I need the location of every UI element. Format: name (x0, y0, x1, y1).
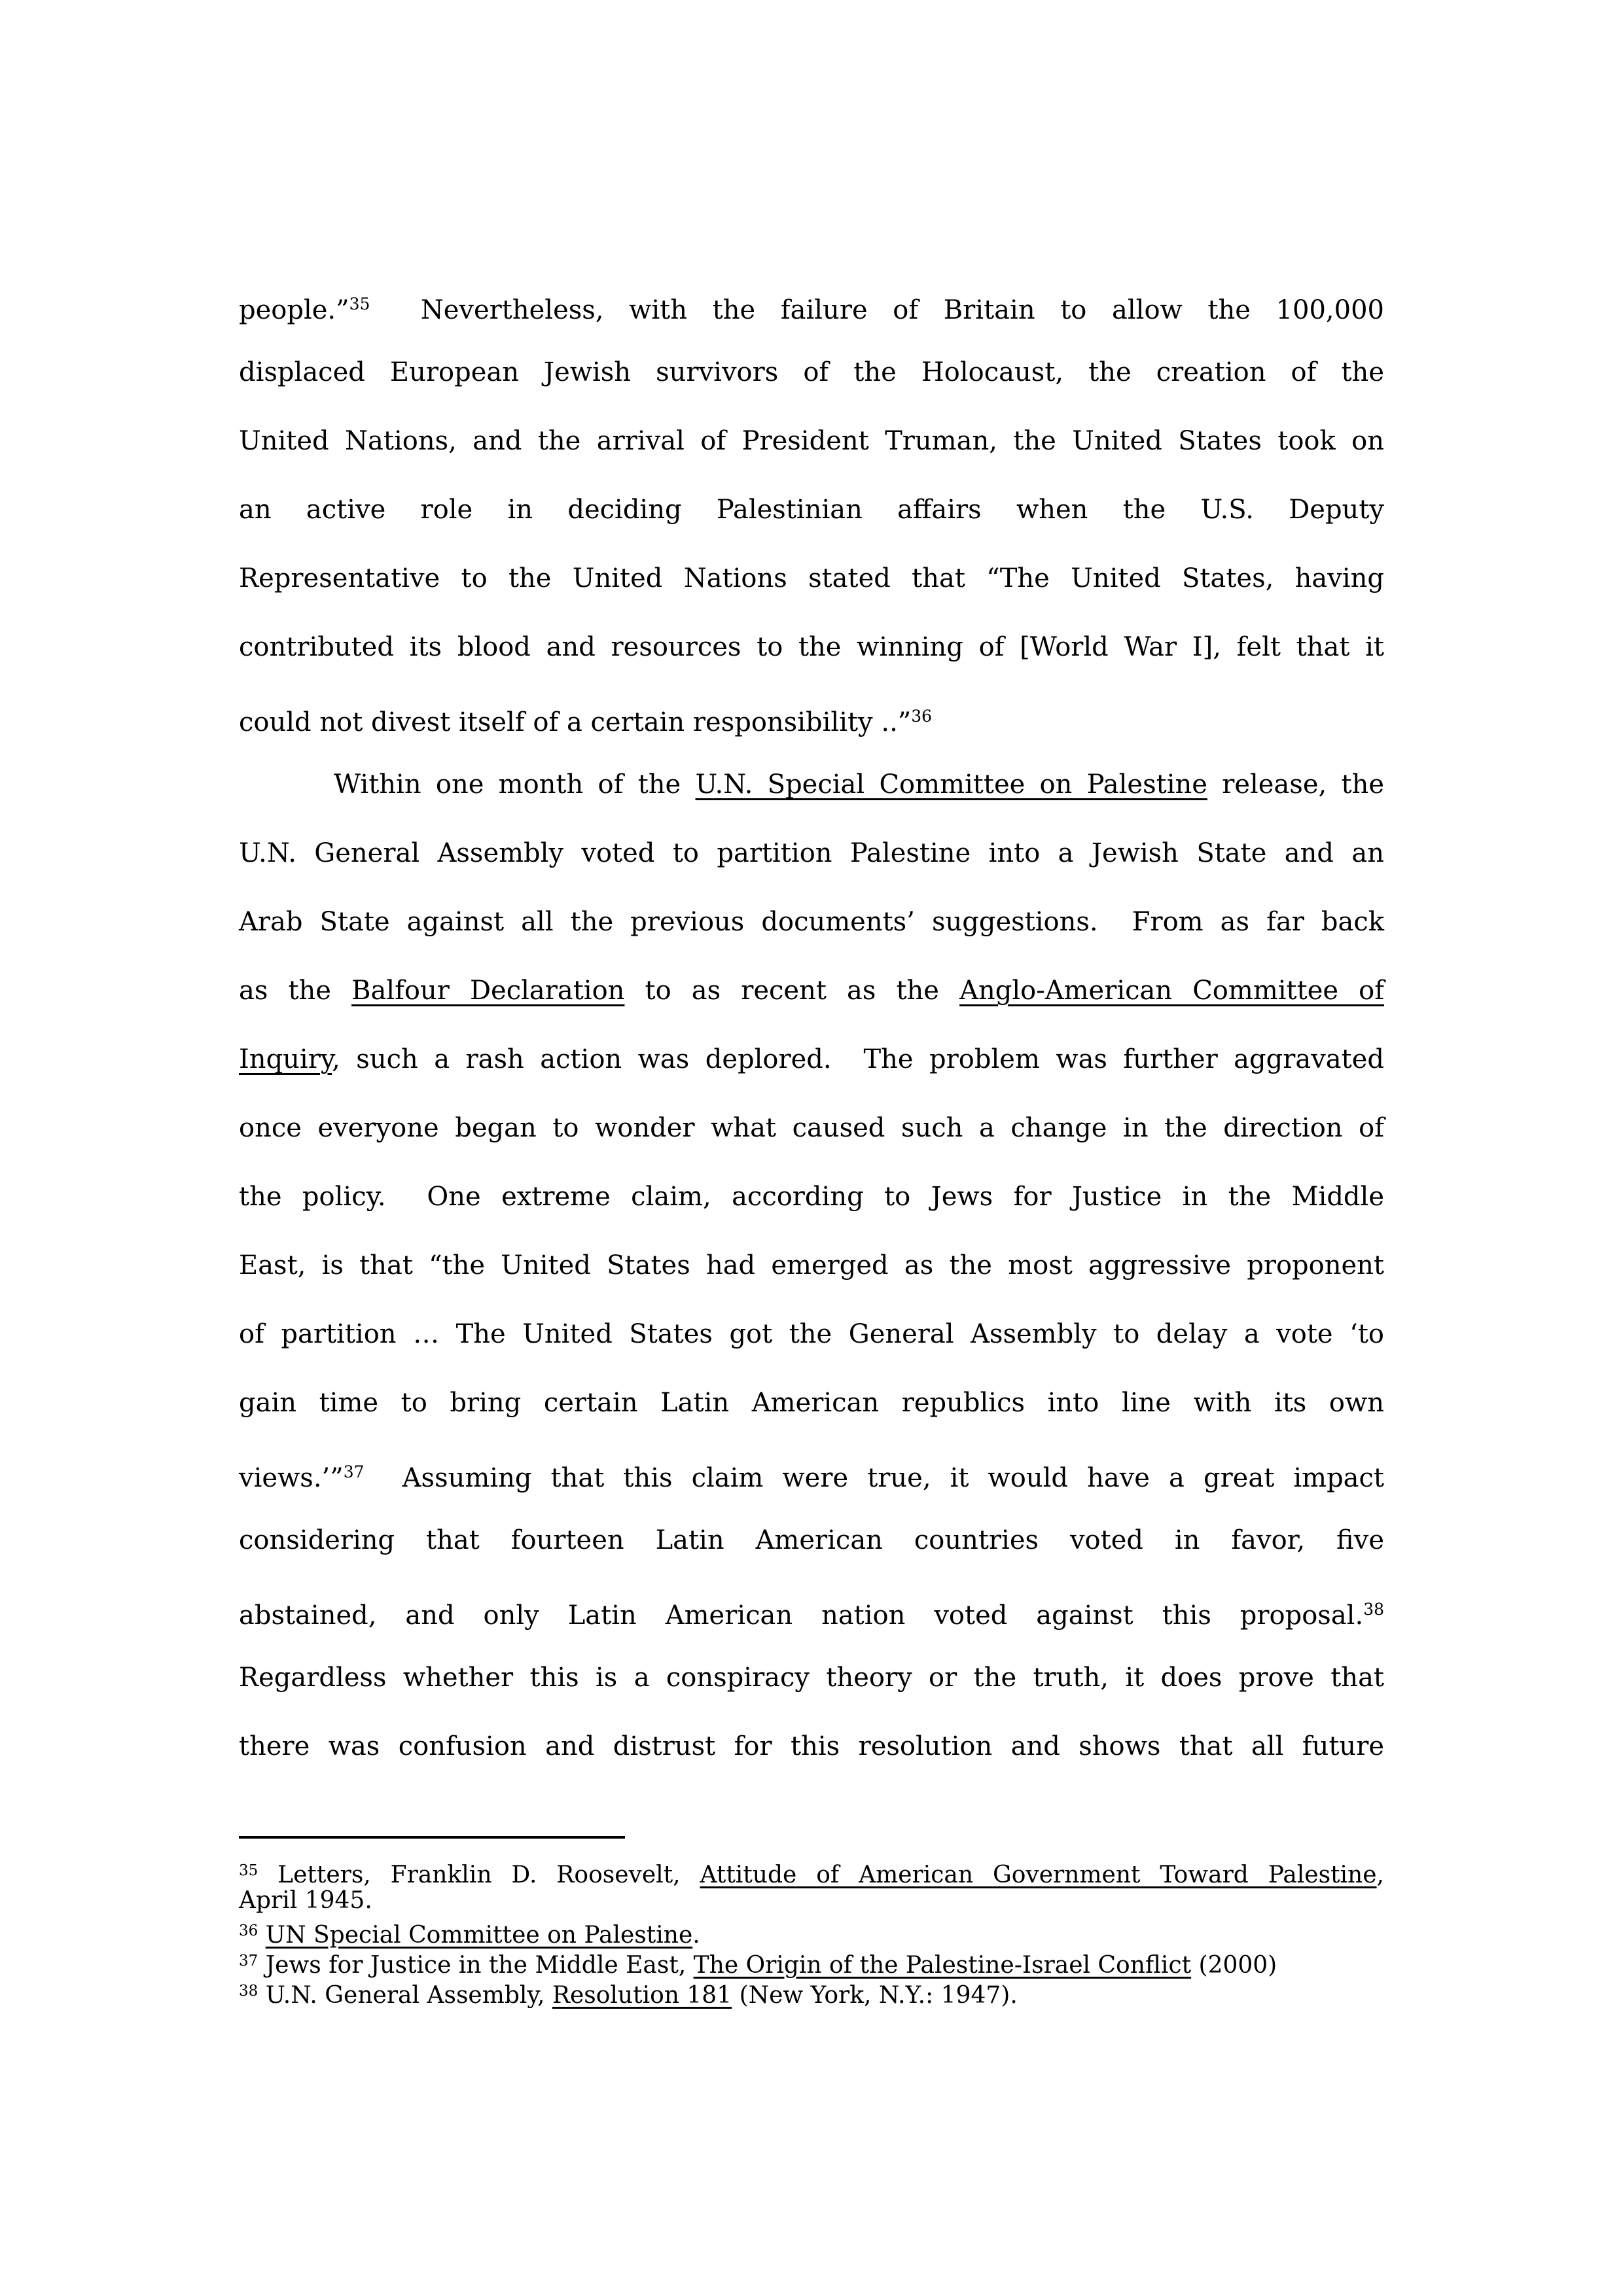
footnote-reference: 37 (239, 1952, 259, 1969)
footnote-separator (239, 1836, 625, 1839)
body-line (239, 1025, 1384, 1094)
text-run: people.” (239, 295, 349, 325)
text-run: as the (239, 976, 352, 1006)
text-run: abstained, and only Latin American nation voted against this proposal. (239, 1600, 1364, 1631)
text-run: Within one month of the (334, 769, 696, 800)
body-line (239, 613, 1384, 682)
footnote-reference: 38 (239, 1983, 259, 2000)
body-line (239, 1575, 1384, 1644)
body-line (239, 1438, 1384, 1506)
body-line (239, 544, 1384, 613)
body-line (239, 1506, 1384, 1575)
footnote-reference: 38 (1363, 1600, 1384, 1619)
body-line (239, 1712, 1384, 1781)
text-run: Nevertheless, with the failure of Britain to allow the 100,000 (370, 295, 1384, 325)
footnote-line (239, 1886, 1384, 1916)
underlined-title: U.N. Special Committee on Palestine (695, 769, 1207, 800)
body-text (239, 270, 1384, 1781)
text-run: there was confusion and distrust for this resolution and shows that all future (239, 1731, 1384, 1761)
body-line (239, 819, 1384, 888)
underlined-title: The Origin of the Palestine-Israel Conflict (693, 1952, 1192, 1979)
underlined-title: Balfour Declaration (351, 976, 625, 1006)
underlined-title: Attitude of American Government Toward Palestine (700, 1862, 1377, 1888)
text-run: Arab State against all the previous documents’ suggestions. From as far back (239, 907, 1384, 937)
text-run: . (692, 1922, 700, 1949)
body-line (239, 1369, 1384, 1438)
text-run: an active role in deciding Palestinian affairs when the U.S. Deputy (239, 495, 1384, 525)
body-line (239, 1163, 1384, 1231)
body-line (239, 407, 1384, 476)
text-run: views.’” (239, 1463, 344, 1493)
footnote-reference: 36 (239, 1922, 259, 1939)
body-line (239, 888, 1384, 957)
body-line (239, 682, 1384, 751)
text-run: , (1376, 1862, 1384, 1888)
text-run: release, the (1207, 769, 1385, 800)
body-line (239, 476, 1384, 544)
text-run: , such a rash action was deplored. The problem was further aggravated (332, 1044, 1384, 1074)
text-run: Letters, Franklin D. Roosevelt, (258, 1862, 700, 1888)
footnote-line (239, 1946, 1384, 1979)
text-run: considering that fourteen Latin American countries voted in favor, five (239, 1525, 1384, 1555)
text-run: United Nations, and the arrival of President Truman, the United States took on (239, 426, 1384, 456)
text-run: to as recent as the (624, 976, 960, 1006)
footnote-line (239, 1976, 1384, 2009)
text-run: U.N. General Assembly, (258, 1982, 552, 2009)
text-run: Assuming that this claim were true, it would have a great impact (364, 1463, 1384, 1493)
body-line (239, 270, 1384, 338)
text-run (258, 1922, 265, 1949)
text-run: Jews for Justice in the Middle East, (258, 1952, 694, 1979)
text-run: once everyone began to wonder what caused such a change in the direction of (239, 1113, 1384, 1143)
underlined-title: Resolution 181 (552, 1982, 732, 2009)
body-line (239, 751, 1384, 819)
footnote-reference: 35 (349, 294, 370, 313)
body-line (239, 957, 1384, 1025)
footnote-reference: 35 (239, 1862, 259, 1879)
text-run: U.N. General Assembly voted to partition Palestine into a Jewish State and an (239, 838, 1384, 868)
body-line (239, 1094, 1384, 1163)
text-run: East, is that “the United States had emerged as the most aggressive proponent (239, 1250, 1384, 1280)
underlined-title: UN Special Committee on Palestine (265, 1922, 693, 1949)
underlined-title: Anglo-American Committee of (959, 976, 1385, 1006)
footnote-line (239, 1856, 1384, 1886)
body-line (239, 338, 1384, 407)
text-run: could not divest itself of a certain responsibility ..” (239, 707, 912, 737)
underlined-title: Inquiry (239, 1044, 332, 1074)
footnotes (239, 1856, 1384, 2009)
text-run: Regardless whether this is a conspiracy theory or the truth, it does prove that (239, 1663, 1384, 1693)
body-line (239, 1644, 1384, 1712)
text-run: Representative to the United Nations stated that “The United States, having (239, 563, 1384, 593)
body-line (239, 1300, 1384, 1369)
text-run: the policy. One extreme claim, according to Jews for Justice in the Middle (239, 1182, 1384, 1212)
footnote-reference: 36 (911, 707, 933, 726)
text-run: displaced European Jewish survivors of the Holocaust, the creation of the (239, 357, 1384, 387)
body-line (239, 1231, 1384, 1300)
footnote-line (239, 1916, 1384, 1949)
text-run: April 1945. (239, 1887, 372, 1914)
text-run: of partition … The United States got the General Assembly to delay a vote ‘to (239, 1319, 1384, 1349)
text-run: (New York, N.Y.: 1947). (732, 1982, 1018, 2009)
text-run: gain time to bring certain Latin American republics into line with its own (239, 1388, 1384, 1418)
text-run: contributed its blood and resources to the winning of [World War I], felt that it (239, 632, 1384, 662)
footnote-reference: 37 (343, 1462, 365, 1481)
text-run: (2000) (1191, 1952, 1277, 1979)
